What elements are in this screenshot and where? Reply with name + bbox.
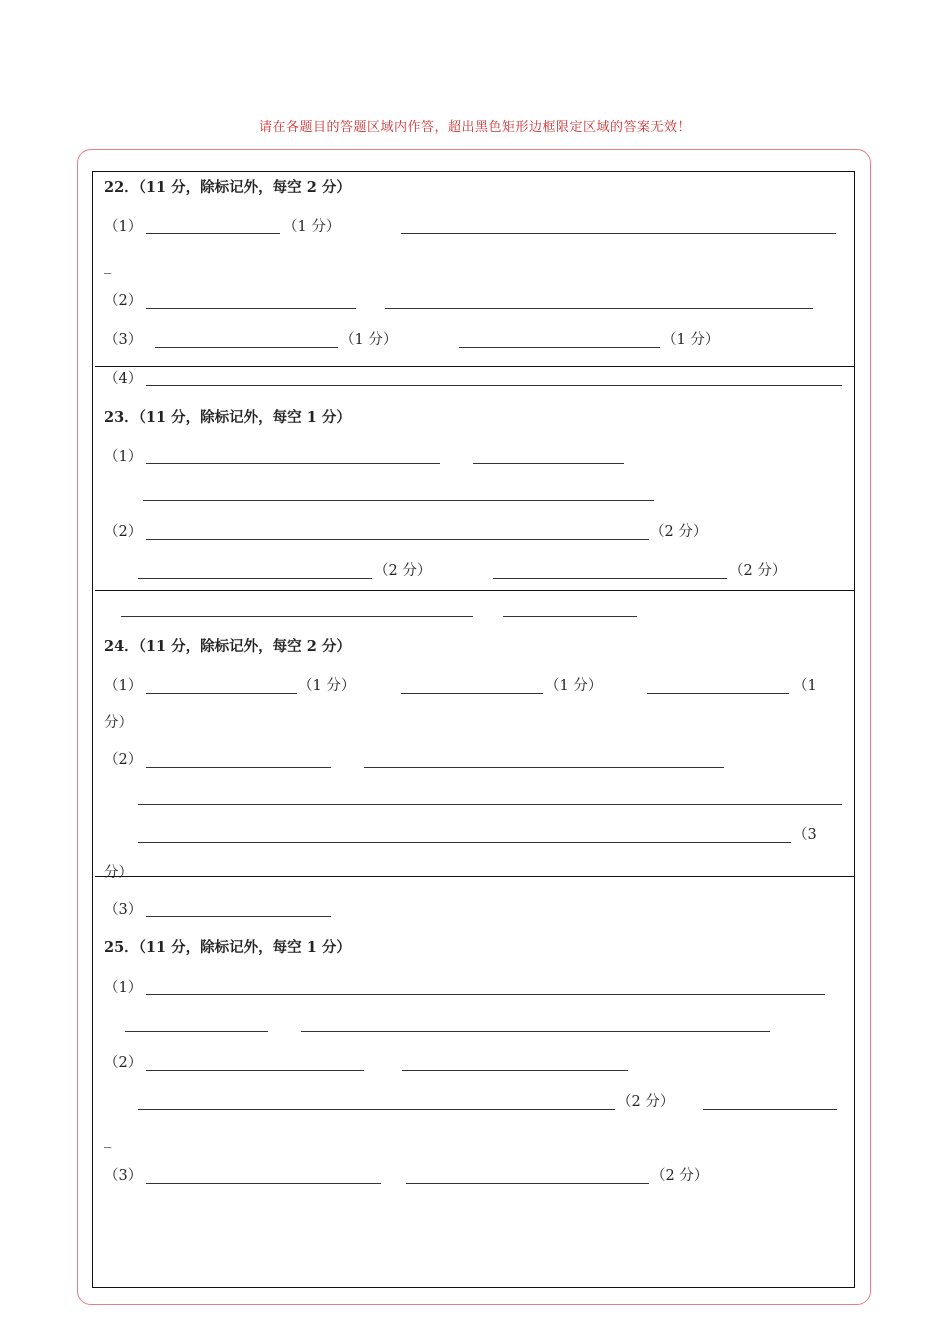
answer-blank[interactable] <box>146 916 331 917</box>
q22-part3-label: （3） <box>104 332 143 348</box>
answer-blank[interactable] <box>402 1070 628 1071</box>
divider-line <box>95 876 855 877</box>
answer-box <box>92 171 855 1288</box>
divider-line <box>95 590 855 591</box>
answer-blank[interactable] <box>146 463 440 464</box>
q22-part3-score-b: （1 分） <box>662 332 720 348</box>
q23-part2-score: （2 分） <box>650 524 708 540</box>
q24-part3-label: （3） <box>104 902 143 918</box>
q22-part3-score-a: （1 分） <box>340 332 398 348</box>
answer-blank[interactable] <box>146 385 842 386</box>
q23-part2-label: （2） <box>104 524 143 540</box>
answer-blank[interactable] <box>146 994 825 995</box>
answer-blank[interactable] <box>138 578 372 579</box>
q24-part2-label: （2） <box>104 752 143 768</box>
stray-underscore: _ <box>104 258 112 274</box>
answer-blank[interactable] <box>503 616 637 617</box>
answer-blank[interactable] <box>385 308 813 309</box>
q22-part1-score: （1 分） <box>283 219 341 235</box>
answer-blank[interactable] <box>493 578 727 579</box>
q25-part2-score: （2 分） <box>617 1094 675 1110</box>
q24-part1-score-c-close: 分） <box>104 715 133 731</box>
q23-heading: 23．（11 分，除标记外，每空 1 分） <box>104 409 351 426</box>
answer-blank[interactable] <box>473 463 624 464</box>
answer-blank[interactable] <box>146 233 280 234</box>
q22-part1-label: （1） <box>104 219 143 235</box>
stray-underscore: _ <box>104 1132 112 1148</box>
answer-blank[interactable] <box>401 233 836 234</box>
answer-blank[interactable] <box>125 1031 268 1032</box>
answer-blank[interactable] <box>406 1183 649 1184</box>
q25-heading: 25．（11 分，除标记外，每空 1 分） <box>104 939 351 956</box>
answer-blank[interactable] <box>459 347 660 348</box>
q23-part1-label: （1） <box>104 449 143 465</box>
q24-part1-score-a: （1 分） <box>298 678 356 694</box>
answer-blank[interactable] <box>703 1109 837 1110</box>
answer-blank[interactable] <box>301 1031 770 1032</box>
q23-score-b: （2 分） <box>374 563 432 579</box>
answer-blank[interactable] <box>146 767 331 768</box>
q22-heading: 22．（11 分，除标记外，每空 2 分） <box>104 179 351 196</box>
answer-blank[interactable] <box>138 1109 615 1110</box>
answer-blank[interactable] <box>364 767 724 768</box>
answer-blank[interactable] <box>121 616 473 617</box>
q24-part2-score-close: 分） <box>104 865 133 881</box>
q24-part1-label: （1） <box>104 678 143 694</box>
answer-area-notice: 请在各题目的答题区域内作答，超出黑色矩形边框限定区域的答案无效！ <box>258 120 691 135</box>
q24-part1-score-c-open: （1 <box>793 678 817 694</box>
q22-part2-label: （2） <box>104 293 143 309</box>
answer-blank[interactable] <box>138 842 791 843</box>
answer-blank[interactable] <box>155 347 338 348</box>
divider-line <box>95 366 855 367</box>
q24-part2-score-open: （3 <box>793 827 817 843</box>
q25-part1-label: （1） <box>104 980 143 996</box>
q22-part4-label: （4） <box>104 371 143 387</box>
answer-blank[interactable] <box>647 693 789 694</box>
answer-blank[interactable] <box>146 539 649 540</box>
q25-part3-label: （3） <box>104 1168 143 1184</box>
answer-blank[interactable] <box>143 500 654 501</box>
answer-blank[interactable] <box>146 308 356 309</box>
q24-heading: 24．（11 分，除标记外，每空 2 分） <box>104 638 351 655</box>
q24-part1-score-b: （1 分） <box>545 678 603 694</box>
answer-blank[interactable] <box>146 1070 364 1071</box>
answer-blank[interactable] <box>138 804 842 805</box>
answer-blank[interactable] <box>401 693 543 694</box>
q23-score-c: （2 分） <box>729 563 787 579</box>
answer-blank[interactable] <box>146 693 297 694</box>
answer-blank[interactable] <box>146 1183 381 1184</box>
q25-part2-label: （2） <box>104 1055 143 1071</box>
q25-part3-score: （2 分） <box>651 1168 709 1184</box>
